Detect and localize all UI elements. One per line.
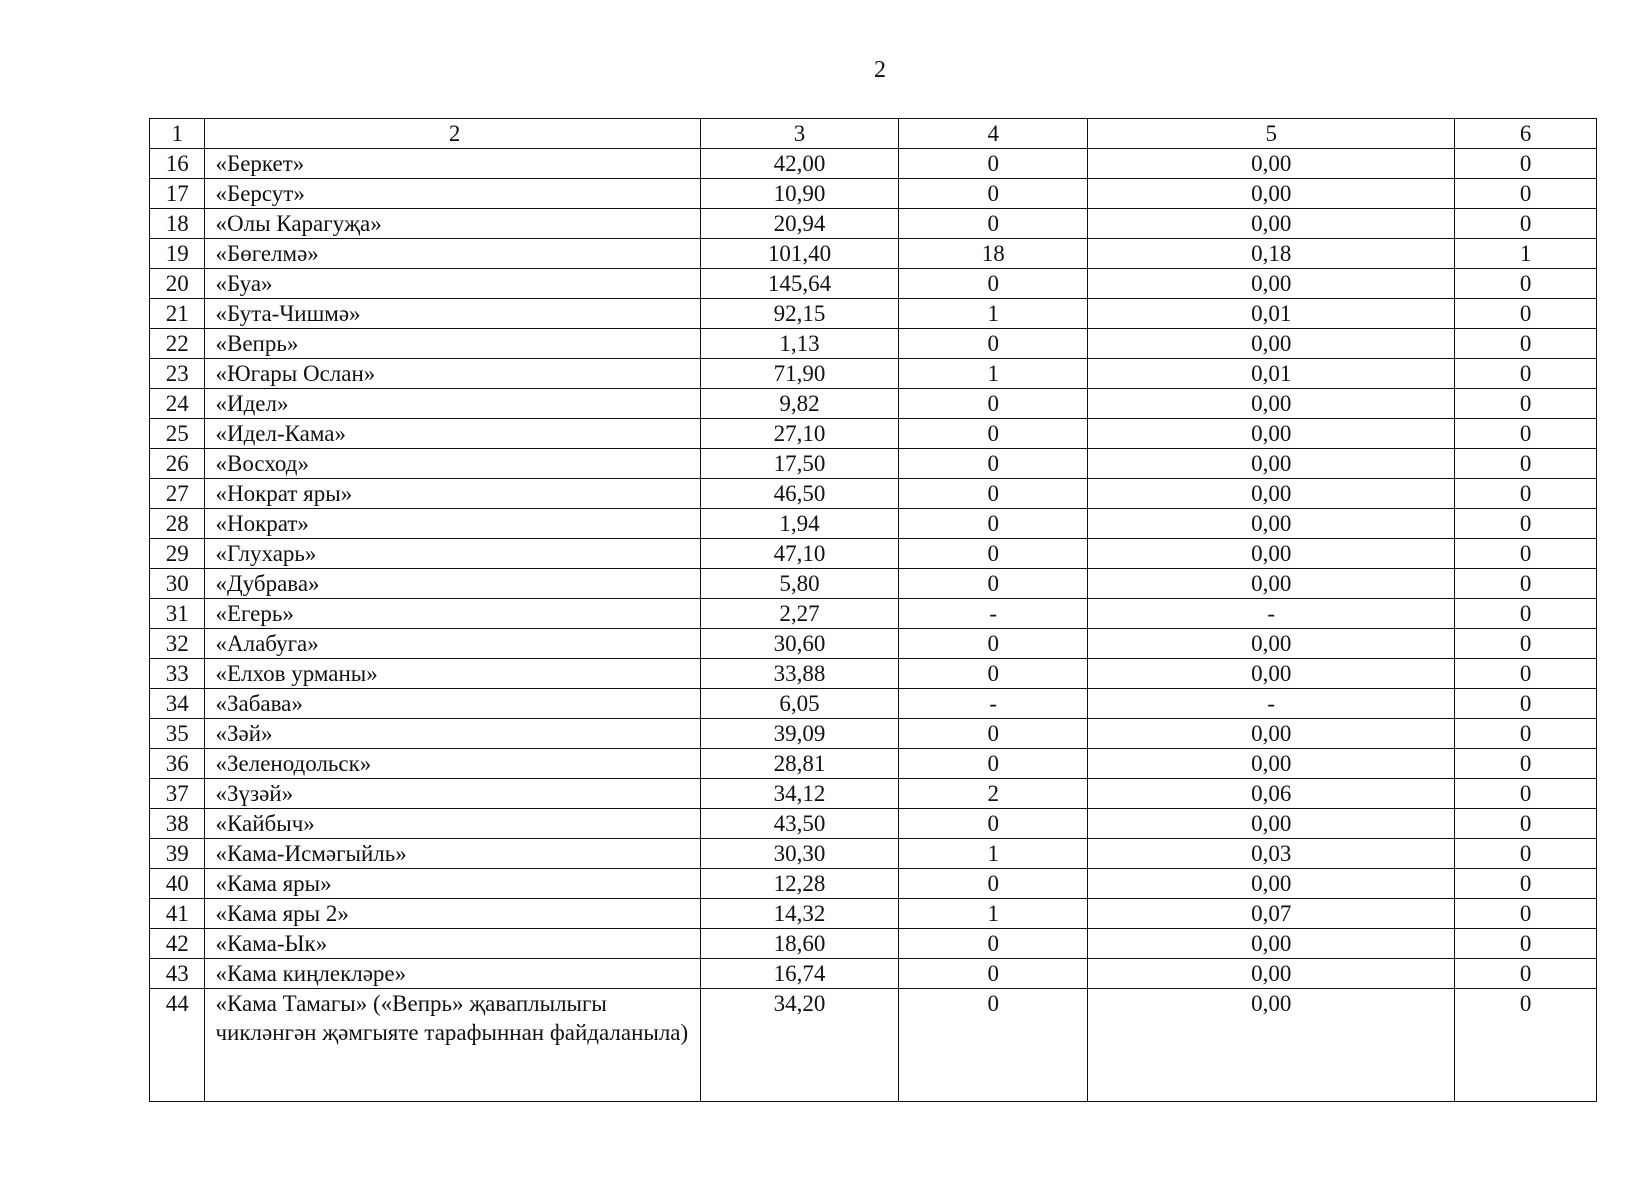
name-cell: «Вепрь»: [205, 329, 700, 359]
name-cell: «Дубрава»: [205, 569, 700, 599]
flag-cell: 0: [1455, 599, 1597, 629]
flag-cell: 0: [1455, 509, 1597, 539]
row-number-cell: 23: [150, 359, 205, 389]
ratio-cell: 0,06: [1088, 779, 1455, 809]
ratio-cell: 0,00: [1088, 989, 1455, 1102]
name-cell: «Кама яры»: [205, 869, 700, 899]
count-cell: 0: [899, 329, 1088, 359]
name-cell: «Идел»: [205, 389, 700, 419]
row-number-cell: 36: [150, 749, 205, 779]
flag-cell: 0: [1455, 809, 1597, 839]
name-cell: «Кама киңлекләре»: [205, 959, 700, 989]
table-row: [150, 899, 1597, 929]
count-cell: 18: [899, 239, 1088, 269]
row-number-cell: 28: [150, 509, 205, 539]
flag-cell: 0: [1455, 149, 1597, 179]
flag-cell: 0: [1455, 869, 1597, 899]
header-cell: 3: [700, 119, 898, 149]
ratio-cell: 0,00: [1088, 479, 1455, 509]
ratio-cell: 0,00: [1088, 179, 1455, 209]
row-number-cell: 33: [150, 659, 205, 689]
row-number-cell: 24: [150, 389, 205, 419]
row-number-cell: 20: [150, 269, 205, 299]
table-row: [150, 569, 1597, 599]
count-cell: 0: [899, 869, 1088, 899]
value-cell: 39,09: [700, 719, 898, 749]
table-row: [150, 419, 1597, 449]
name-cell: «Бута-Чишмә»: [205, 299, 700, 329]
name-cell: «Восход»: [205, 449, 700, 479]
row-number-cell: 30: [150, 569, 205, 599]
table-row: [150, 269, 1597, 299]
name-cell: «Кама-Ык»: [205, 929, 700, 959]
header-cell: 6: [1455, 119, 1597, 149]
ratio-cell: 0,00: [1088, 929, 1455, 959]
table-row: [150, 959, 1597, 989]
page-number: 2: [874, 57, 886, 83]
table-row: [150, 389, 1597, 419]
value-cell: 46,50: [700, 479, 898, 509]
value-cell: 145,64: [700, 269, 898, 299]
table-row: [150, 509, 1597, 539]
table-row: [150, 779, 1597, 809]
row-number-cell: 41: [150, 899, 205, 929]
ratio-cell: 0,00: [1088, 149, 1455, 179]
name-cell: «Буа»: [205, 269, 700, 299]
table-row: [150, 599, 1597, 629]
flag-cell: 0: [1455, 419, 1597, 449]
row-number-cell: 43: [150, 959, 205, 989]
ratio-cell: -: [1088, 689, 1455, 719]
flag-cell: 0: [1455, 329, 1597, 359]
flag-cell: 0: [1455, 389, 1597, 419]
table-row: [150, 629, 1597, 659]
flag-cell: 0: [1455, 569, 1597, 599]
ratio-cell: -: [1088, 599, 1455, 629]
value-cell: 28,81: [700, 749, 898, 779]
ratio-cell: 0,07: [1088, 899, 1455, 929]
table-row: [150, 839, 1597, 869]
name-cell: «Зеленодольск»: [205, 749, 700, 779]
name-cell: «Югары Ослан»: [205, 359, 700, 389]
row-number-cell: 35: [150, 719, 205, 749]
ratio-cell: 0,00: [1088, 719, 1455, 749]
table-row: [150, 299, 1597, 329]
count-cell: 0: [899, 419, 1088, 449]
name-cell: «Идел-Кама»: [205, 419, 700, 449]
flag-cell: 0: [1455, 959, 1597, 989]
name-cell: «Зүзәй»: [205, 779, 700, 809]
ratio-cell: 0,00: [1088, 569, 1455, 599]
value-cell: 47,10: [700, 539, 898, 569]
count-cell: 0: [899, 269, 1088, 299]
table-row: [150, 479, 1597, 509]
table-row: [150, 749, 1597, 779]
value-cell: 27,10: [700, 419, 898, 449]
row-number-cell: 21: [150, 299, 205, 329]
table-row: [150, 659, 1597, 689]
name-cell: «Егерь»: [205, 599, 700, 629]
value-cell: 1,13: [700, 329, 898, 359]
data-table: [149, 118, 1597, 1102]
table-header-row: [150, 119, 1597, 149]
name-cell: «Кайбыч»: [205, 809, 700, 839]
header-cell: 1: [150, 119, 205, 149]
value-cell: 6,05: [700, 689, 898, 719]
table-body: [150, 119, 1597, 1102]
name-cell: «Алабуга»: [205, 629, 700, 659]
value-cell: 30,60: [700, 629, 898, 659]
count-cell: 2: [899, 779, 1088, 809]
flag-cell: 0: [1455, 209, 1597, 239]
value-cell: 16,74: [700, 959, 898, 989]
flag-cell: 1: [1455, 239, 1597, 269]
ratio-cell: 0,00: [1088, 749, 1455, 779]
table-row: [150, 989, 1597, 1102]
name-cell: «Глухарь»: [205, 539, 700, 569]
row-number-cell: 25: [150, 419, 205, 449]
ratio-cell: 0,00: [1088, 419, 1455, 449]
ratio-cell: 0,01: [1088, 359, 1455, 389]
flag-cell: 0: [1455, 539, 1597, 569]
table-row: [150, 329, 1597, 359]
ratio-cell: 0,00: [1088, 329, 1455, 359]
table-row: [150, 179, 1597, 209]
table-row: [150, 869, 1597, 899]
ratio-cell: 0,00: [1088, 539, 1455, 569]
table-row: [150, 359, 1597, 389]
flag-cell: 0: [1455, 689, 1597, 719]
count-cell: 0: [899, 479, 1088, 509]
name-cell: «Беркет»: [205, 149, 700, 179]
ratio-cell: 0,00: [1088, 959, 1455, 989]
count-cell: 0: [899, 989, 1088, 1102]
value-cell: 34,12: [700, 779, 898, 809]
row-number-cell: 40: [150, 869, 205, 899]
table-row: [150, 449, 1597, 479]
name-cell: «Кама Тамагы» («Вепрь» җаваплылыгы чикләнгән җәмгыяте тарафыннан файдаланыла): [205, 989, 700, 1102]
ratio-cell: 0,00: [1088, 659, 1455, 689]
row-number-cell: 27: [150, 479, 205, 509]
value-cell: 2,27: [700, 599, 898, 629]
value-cell: 18,60: [700, 929, 898, 959]
ratio-cell: 0,00: [1088, 509, 1455, 539]
count-cell: 0: [899, 659, 1088, 689]
count-cell: 0: [899, 929, 1088, 959]
ratio-cell: 0,01: [1088, 299, 1455, 329]
name-cell: «Берсут»: [205, 179, 700, 209]
table-row: [150, 719, 1597, 749]
count-cell: 0: [899, 509, 1088, 539]
value-cell: 5,80: [700, 569, 898, 599]
row-number-cell: 22: [150, 329, 205, 359]
value-cell: 1,94: [700, 509, 898, 539]
table-row: [150, 149, 1597, 179]
flag-cell: 0: [1455, 479, 1597, 509]
flag-cell: 0: [1455, 659, 1597, 689]
header-cell: 4: [899, 119, 1088, 149]
flag-cell: 0: [1455, 719, 1597, 749]
value-cell: 92,15: [700, 299, 898, 329]
table-row: [150, 209, 1597, 239]
flag-cell: 0: [1455, 299, 1597, 329]
row-number-cell: 44: [150, 989, 205, 1102]
row-number-cell: 31: [150, 599, 205, 629]
row-number-cell: 39: [150, 839, 205, 869]
value-cell: 34,20: [700, 989, 898, 1102]
flag-cell: 0: [1455, 779, 1597, 809]
table-row: [150, 809, 1597, 839]
count-cell: 0: [899, 809, 1088, 839]
flag-cell: 0: [1455, 359, 1597, 389]
row-number-cell: 16: [150, 149, 205, 179]
count-cell: 0: [899, 719, 1088, 749]
count-cell: 0: [899, 569, 1088, 599]
count-cell: 0: [899, 539, 1088, 569]
value-cell: 71,90: [700, 359, 898, 389]
count-cell: 1: [899, 299, 1088, 329]
count-cell: 0: [899, 629, 1088, 659]
row-number-cell: 38: [150, 809, 205, 839]
count-cell: -: [899, 599, 1088, 629]
count-cell: 1: [899, 359, 1088, 389]
name-cell: «Зәй»: [205, 719, 700, 749]
name-cell: «Кама яры 2»: [205, 899, 700, 929]
row-number-cell: 29: [150, 539, 205, 569]
name-cell: «Забава»: [205, 689, 700, 719]
flag-cell: 0: [1455, 269, 1597, 299]
header-cell: 5: [1088, 119, 1455, 149]
flag-cell: 0: [1455, 629, 1597, 659]
row-number-cell: 34: [150, 689, 205, 719]
row-number-cell: 37: [150, 779, 205, 809]
flag-cell: 0: [1455, 749, 1597, 779]
flag-cell: 0: [1455, 929, 1597, 959]
name-cell: «Нократ яры»: [205, 479, 700, 509]
table-row: [150, 239, 1597, 269]
row-number-cell: 42: [150, 929, 205, 959]
flag-cell: 0: [1455, 839, 1597, 869]
value-cell: 42,00: [700, 149, 898, 179]
count-cell: 0: [899, 149, 1088, 179]
count-cell: 0: [899, 389, 1088, 419]
count-cell: 0: [899, 179, 1088, 209]
ratio-cell: 0,00: [1088, 449, 1455, 479]
count-cell: 0: [899, 959, 1088, 989]
ratio-cell: 0,00: [1088, 389, 1455, 419]
count-cell: 0: [899, 209, 1088, 239]
ratio-cell: 0,00: [1088, 209, 1455, 239]
value-cell: 10,90: [700, 179, 898, 209]
ratio-cell: 0,00: [1088, 869, 1455, 899]
value-cell: 9,82: [700, 389, 898, 419]
name-cell: «Елхов урманы»: [205, 659, 700, 689]
row-number-cell: 17: [150, 179, 205, 209]
ratio-cell: 0,00: [1088, 269, 1455, 299]
name-cell: «Кама-Исмәгыйль»: [205, 839, 700, 869]
value-cell: 30,30: [700, 839, 898, 869]
row-number-cell: 19: [150, 239, 205, 269]
value-cell: 20,94: [700, 209, 898, 239]
ratio-cell: 0,18: [1088, 239, 1455, 269]
count-cell: -: [899, 689, 1088, 719]
value-cell: 17,50: [700, 449, 898, 479]
flag-cell: 0: [1455, 989, 1597, 1102]
table-row: [150, 539, 1597, 569]
count-cell: 1: [899, 839, 1088, 869]
flag-cell: 0: [1455, 179, 1597, 209]
name-cell: «Нократ»: [205, 509, 700, 539]
count-cell: 1: [899, 899, 1088, 929]
name-cell: «Бөгелмә»: [205, 239, 700, 269]
table-row: [150, 689, 1597, 719]
ratio-cell: 0,00: [1088, 629, 1455, 659]
row-number-cell: 32: [150, 629, 205, 659]
row-number-cell: 18: [150, 209, 205, 239]
flag-cell: 0: [1455, 449, 1597, 479]
name-cell: «Олы Карагуҗа»: [205, 209, 700, 239]
value-cell: 101,40: [700, 239, 898, 269]
value-cell: 12,28: [700, 869, 898, 899]
flag-cell: 0: [1455, 899, 1597, 929]
row-number-cell: 26: [150, 449, 205, 479]
ratio-cell: 0,00: [1088, 809, 1455, 839]
header-cell: 2: [205, 119, 700, 149]
ratio-cell: 0,03: [1088, 839, 1455, 869]
value-cell: 14,32: [700, 899, 898, 929]
table-row: [150, 929, 1597, 959]
count-cell: 0: [899, 749, 1088, 779]
value-cell: 43,50: [700, 809, 898, 839]
value-cell: 33,88: [700, 659, 898, 689]
count-cell: 0: [899, 449, 1088, 479]
